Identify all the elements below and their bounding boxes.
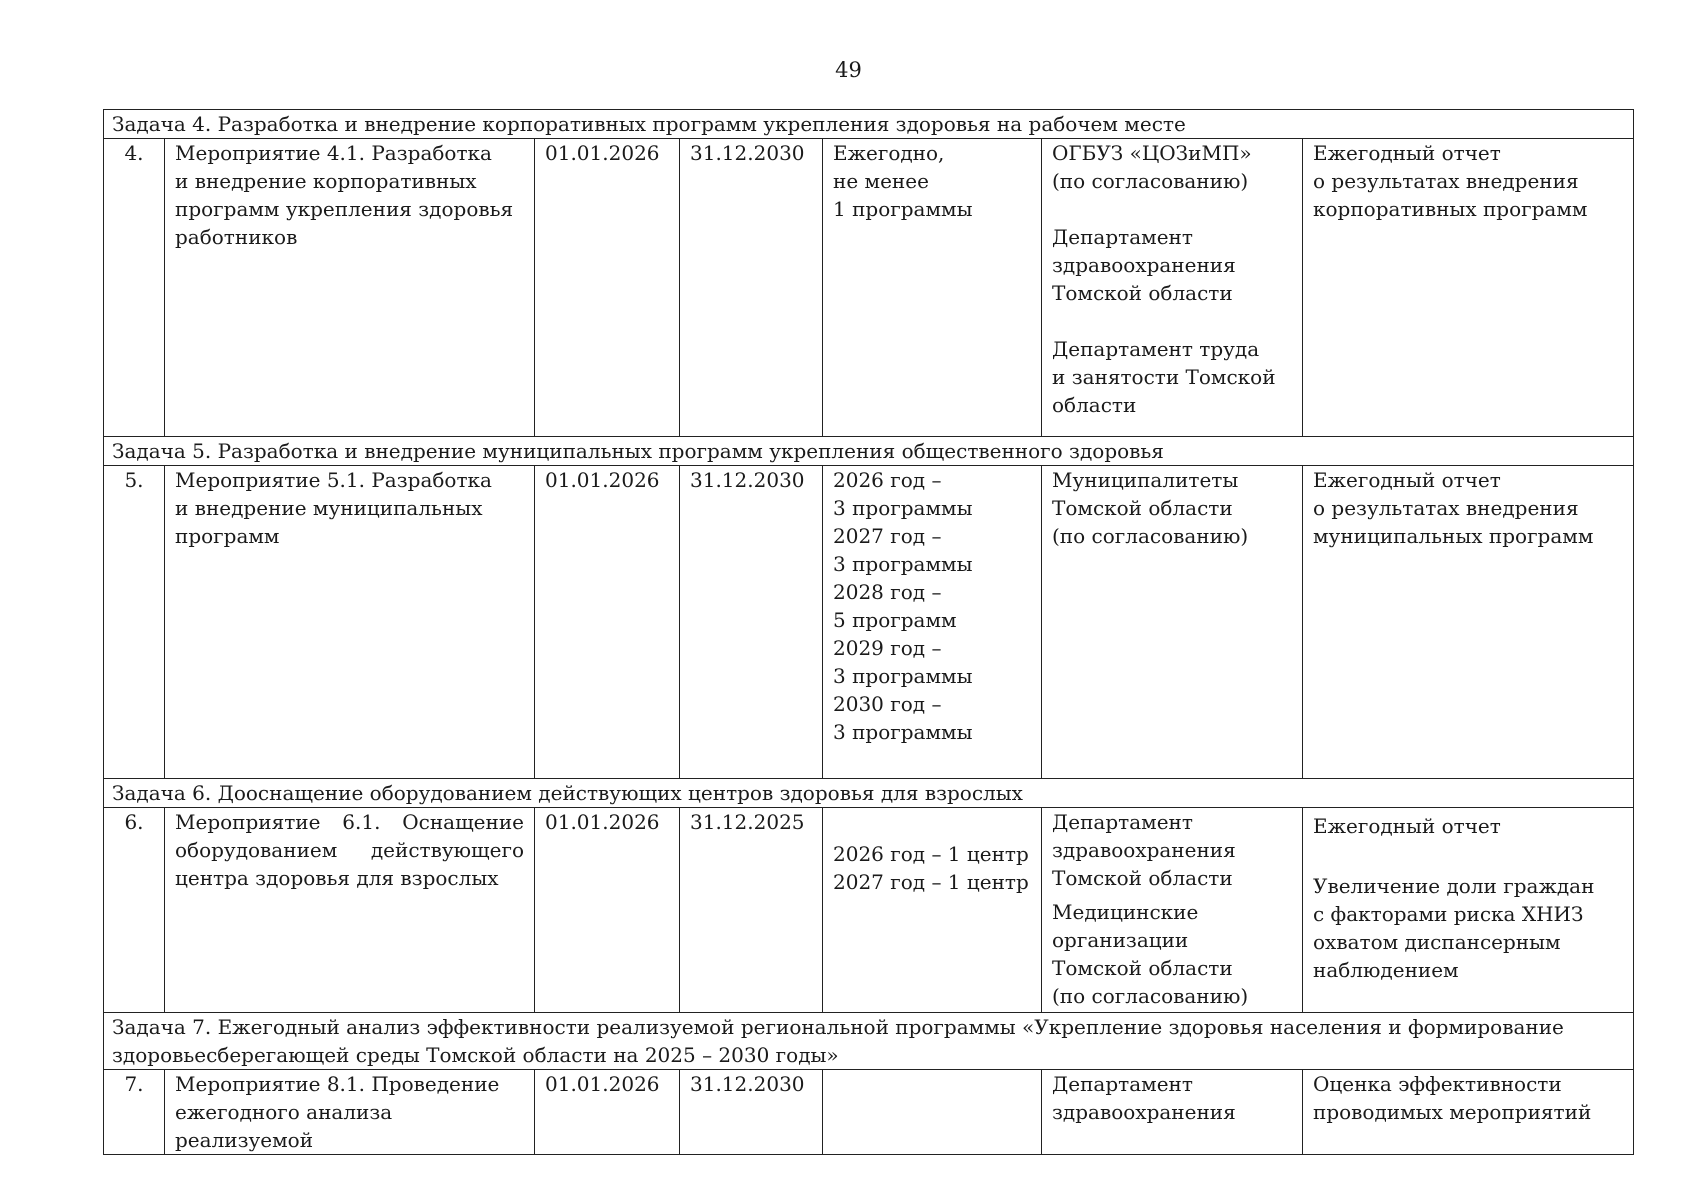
task-4-title: Задача 4. Разработка и внедрение корпоративных программ укрепления здоровья на рабочем месте [104, 110, 1634, 139]
event-name: Мероприятие 5.1. Разработка и внедрение муниципальных программ [165, 466, 535, 779]
table-row [104, 139, 1634, 437]
expected-result: Ежегодный отчет [1313, 814, 1501, 838]
task-6-title: Задача 6. Дооснащение оборудованием действующих центров здоровья для взрослых [104, 779, 1634, 808]
expected-result: Увеличение доли граждан с факторами риска ХНИЗ охватом диспансерным наблюдением [1313, 874, 1595, 982]
row-number: 6. [104, 808, 165, 1013]
indicator [823, 1070, 1042, 1155]
row-number: 4. [104, 139, 165, 437]
event-name: Мероприятие 8.1. Проведение ежегодного анализа реализуемой [165, 1070, 535, 1155]
table-row [104, 466, 1634, 779]
task-7-title: Задача 7. Ежегодный анализ эффективности реализуемой региональной программы «Укрепление здоровья населения и формирование здоровьесберегающей среды Томской области на 2025 – 2030 годы» [104, 1013, 1634, 1070]
event-name: Мероприятие 4.1. Разработка и внедрение корпоративных программ укрепления здоровья работников [165, 139, 535, 437]
indicator: Ежегодно, не менее 1 программы [823, 139, 1042, 437]
row-number: 7. [104, 1070, 165, 1155]
task-header-row [104, 437, 1634, 466]
end-date: 31.12.2030 [680, 466, 823, 779]
row-number: 5. [104, 466, 165, 779]
expected-result: Ежегодный отчет о результатах внедрения корпоративных программ [1303, 139, 1634, 437]
task-header-row [104, 110, 1634, 139]
expected-result: Оценка эффективности проводимых мероприятий [1303, 1070, 1634, 1155]
expected-result: Ежегодный отчет о результатах внедрения муниципальных программ [1303, 466, 1634, 779]
start-date: 01.01.2026 [535, 466, 680, 779]
table-row [104, 1070, 1634, 1155]
expected-result-cell [1303, 808, 1634, 1013]
responsible-cell [1042, 139, 1303, 437]
responsible: ОГБУЗ «ЦОЗиМП» (по согласованию) [1052, 141, 1252, 193]
event-name: Мероприятие 6.1. Оснащение оборудованием действующего центра здоровья для взрослых [165, 808, 535, 1013]
responsible: Муниципалитеты Томской области (по согласованию) [1042, 466, 1303, 779]
table-row [104, 808, 1634, 1013]
task-header-row [104, 1013, 1634, 1070]
responsible: Департамент здравоохранения Томской области [1052, 225, 1236, 305]
end-date: 31.12.2030 [680, 139, 823, 437]
task-header-row [104, 779, 1634, 808]
indicator: 2026 год – 3 программы 2027 год – 3 программы 2028 год – 5 программ 2029 год – 3 программы 2030 год – 3 программы [823, 466, 1042, 779]
indicator: 2026 год – 1 центр 2027 год – 1 центр [833, 842, 1029, 894]
start-date: 01.01.2026 [535, 139, 680, 437]
action-plan-table [103, 109, 1634, 1155]
responsible: Департамент здравоохранения [1042, 1070, 1303, 1155]
responsible: Медицинские организации Томской области (по согласованию) [1052, 900, 1249, 1008]
task-5-title: Задача 5. Разработка и внедрение муниципальных программ укрепления общественного здоровья [104, 437, 1634, 466]
indicator-cell [823, 808, 1042, 1013]
start-date: 01.01.2026 [535, 1070, 680, 1155]
end-date: 31.12.2030 [680, 1070, 823, 1155]
page-number: 49 [835, 58, 862, 82]
start-date: 01.01.2026 [535, 808, 680, 1013]
responsible: Департамент здравоохранения Томской области [1052, 810, 1236, 890]
responsible-cell [1042, 808, 1303, 1013]
responsible: Департамент труда и занятости Томской области [1052, 337, 1276, 417]
end-date: 31.12.2025 [680, 808, 823, 1013]
